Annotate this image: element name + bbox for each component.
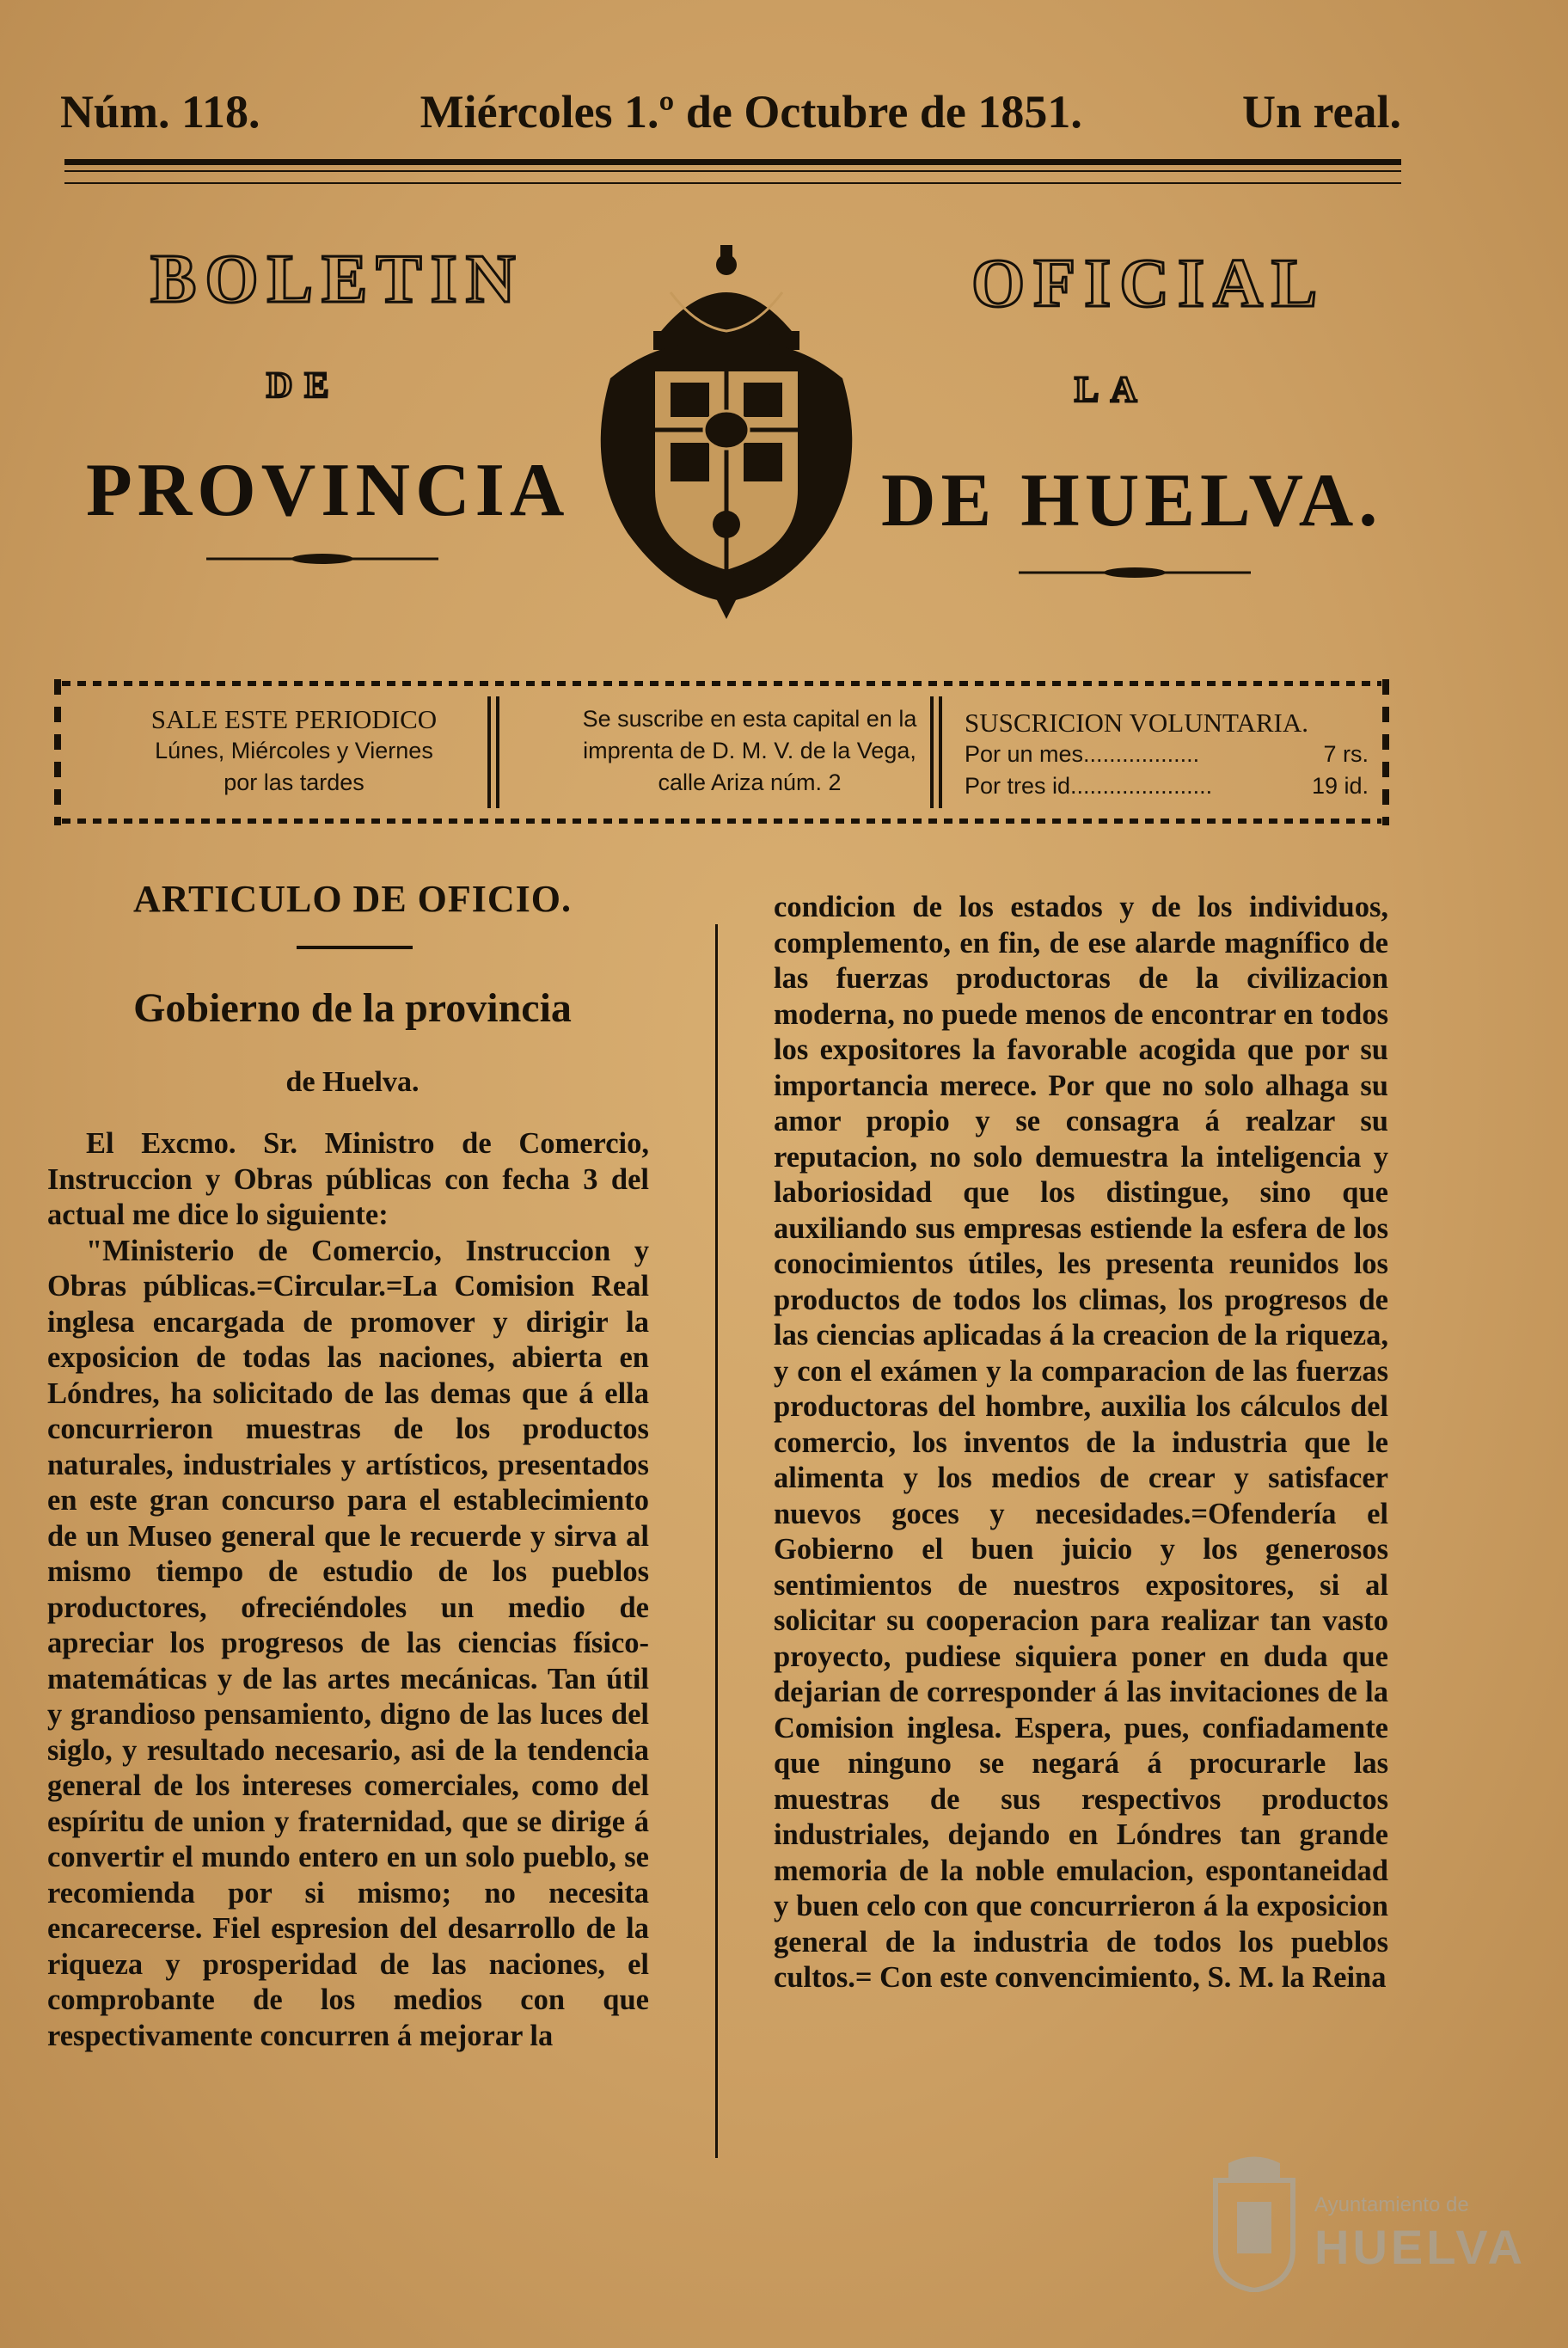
masthead-word-boletin: BOLETIN [150,242,524,317]
subscription-info-box [53,679,1390,825]
issue-header [60,86,1401,138]
masthead-word-la: LA [1075,371,1149,410]
place-line-1: Se suscribe en esta capital en la [582,706,917,732]
subscription-place [518,703,982,799]
section-rule [297,946,413,949]
section-title: ARTICULO DE OFICIO. [132,878,573,920]
royal-coat-of-arms-icon [576,241,877,619]
watermark-line-2: HUELVA [1314,2220,1526,2274]
issue-number: Núm. 118. [60,86,260,138]
ayuntamiento-watermark [1207,2146,1526,2301]
schedule-days: Lúnes, Miércoles y Viernes [155,738,433,763]
masthead-word-de: DE [266,366,341,406]
rate-row [965,770,1369,802]
header-rule-thin [64,170,1401,172]
header-rule-thin-2 [64,182,1401,184]
column-divider [715,924,718,2158]
paragraph: El Excmo. Sr. Ministro de Comercio, Instruccion y Obras públicas con fecha 3 del actual me dice lo siguiente: [47,1127,649,1231]
paragraph: "Ministerio de Comercio, Instruccion y Obras públicas.=Circular.=La Comision Real inglesa encargada de promover y dirigir la exposicion de todas las naciones, abierta en Lóndres, ha solicitado de las demas que á ella concurrieron muestras de los productos naturales, industriales y artísticos, presentados en este gran concurso para el establecimiento de un Museo general que le recuerde y sirva al mismo tiempo de estudio de los pueblos productores, ofreciéndoles un medio de apreciar los progresos de las ciencias físico-matemáticas y de las artes mecánicas. Tan útil y grandioso pensamiento, digno de las luces del siglo, y resultado necesario, asi de la tendencia general de los intereses comerciales, como del espíritu de union y fraternidad, que se dirige á convertir el mundo entero en un solo pueblo, se recomienda por si mismo; no necesita encarecerse. Fiel espresion del desarrollo de la riqueza y prosperidad de las naciones, el comprobante de los medios con que respectivamente concurren á mejorar la [47,1234,649,2052]
schedule-title: SALE ESTE PERIODICO [150,704,438,734]
article-column-2 [774,890,1388,1996]
rate-row [965,739,1369,770]
paragraph: condicion de los estados y de los individuos, complemento, en fin, de ese alarde magnífico de las fuerzas productoras de la civilizacion moderna, no puede menos de encontrar en todos los expositores la favorable acogida que por su importancia merece. Por que no solo alhaga su amor propio y se consagra á realzar su reputacion, no solo demuestra la inteligencia y laboriosidad que los distingue, sino que auxiliando sus empresas estiende la esfera de los conocimientos útiles, les presenta reunidos los productos de todos los climas, los progresos de las ciencias aplicadas á la creacion de la riqueza, y con el exámen y la comparacion de las fuerzas productoras del hombre, auxilia los cálculos del comercio, los inventos de la industria que le alimenta y los medios de crear y satisfacer nuevos goces y necesidades.=Ofendería el Gobierno el buen juicio y los generosos sentimientos de nuestros expositores, si al solicitar su cooperacion para realizar tan vasto proyecto, pudiese siquiera poner en duda que dejarian de corresponder á las invitaciones de la Comision inglesa. Espera, pues, confiadamente que ninguno se negará á procurarle las muestras de sus respectivos productos industriales, dejando en Lóndres tan grande memoria de la noble emulacion, espontaneidad y buen celo con que concurrieron á la exposicion general de la industria de todos los pueblos cultos.= Con este convencimiento, S. M. la Reina [774,891,1388,1994]
masthead-word-de-huelva: DE HUELVA. [881,459,1383,543]
issue-price: Un real. [1241,86,1401,138]
divider [939,696,942,808]
rate-label: Por un mes.................. [965,741,1200,767]
watermark-line-1: Ayuntamiento de [1314,2193,1469,2216]
divider [930,696,934,808]
rate-value: 7 rs. [1323,741,1369,767]
place-line-3: calle Ariza núm. 2 [658,769,842,795]
article-heading: Gobierno de la provincia [133,985,572,1031]
article-column-1 [47,1126,649,2054]
issue-date: Miércoles 1.º de Octubre de 1851. [420,86,1082,138]
place-line-2: imprenta de D. M. V. de la Vega, [583,738,916,763]
rate-label: Por tres id...................... [965,773,1213,799]
subscription-schedule [88,703,500,799]
rate-value: 19 id. [1311,773,1369,799]
masthead-flourish-right [1019,566,1251,579]
schedule-time: por las tardes [224,769,364,795]
article-subheading: de Huelva. [285,1066,420,1098]
header-rule [64,159,1401,165]
divider [496,696,499,808]
city-crest-icon [1207,2155,1302,2292]
subscription-rates [965,703,1369,802]
masthead-word-provincia: PROVINCIA [86,449,570,532]
divider [487,696,491,808]
rates-title: SUSCRICION VOLUNTARIA. [965,708,1308,738]
masthead-word-oficial: OFICIAL [971,246,1326,322]
masthead-flourish-left [206,552,438,566]
